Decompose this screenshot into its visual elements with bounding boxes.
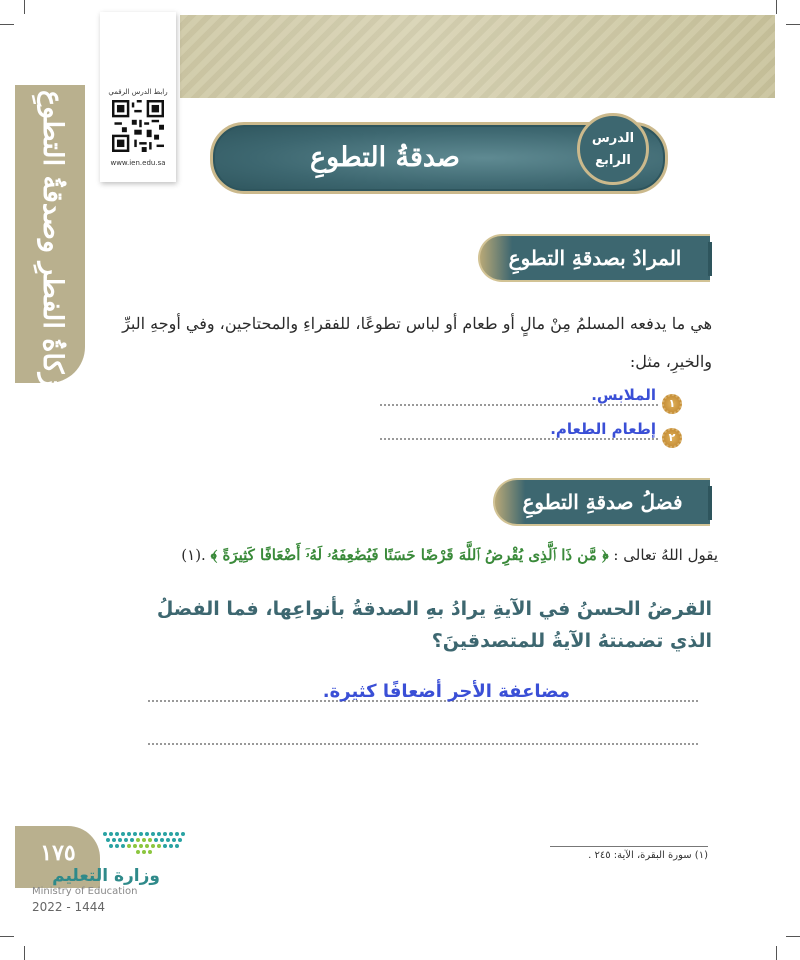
verse-intro: يقول اللهُ تعالى :: [613, 546, 718, 564]
answer-line: [380, 404, 658, 406]
ministry-logo-icon: [95, 826, 195, 866]
crop-mark: [786, 936, 800, 937]
crop-mark: [776, 0, 777, 14]
qr-code-icon[interactable]: [112, 100, 164, 152]
crop-mark: [24, 946, 25, 960]
qr-url[interactable]: www.ien.edu.sa: [110, 159, 166, 167]
quran-verse: ﴿ مَّن ذَا ٱلَّذِى يُقْرِضُ ٱللَّهَ قَرْضًا حَسَنًا فَيُضَٰعِفَهُۥ لَهُۥٓ أَضْعَافًا كَثِيرَةً ﴾: [210, 546, 609, 564]
lesson-title: صدقةُ التطوعِ: [310, 142, 460, 173]
verse-reference: .(١): [181, 546, 206, 564]
crop-mark: [786, 24, 800, 25]
footnote-rule: [550, 846, 708, 847]
definition-paragraph: هي ما يدفعه المسلمُ مِنْ مالٍ أو طعام أو لباس تطوعًا، للفقراءِ والمحتاجين، وفي أوجهِ البرِّ والخيرِ، مثل:: [122, 314, 712, 371]
ministry-name-arabic: وزارة التعليم: [52, 866, 160, 886]
answer-text[interactable]: الملابس.: [591, 386, 656, 404]
crop-mark: [0, 936, 14, 937]
footnote: (١) سورة البقرة، الآية: ٢٤٥ .: [588, 850, 708, 861]
lesson-badge-line1: الدرس: [591, 131, 635, 146]
qr-label: رابط الدرس الرقمي: [108, 88, 168, 96]
answer-line: [380, 438, 658, 440]
unit-title: زكاةُ الفطرِ وصدقةُ التطوعِ: [37, 90, 68, 387]
answer-line[interactable]: [148, 743, 698, 745]
crop-mark: [776, 946, 777, 960]
lesson-badge: [577, 113, 649, 185]
qr-card[interactable]: [100, 12, 176, 182]
crop-mark: [24, 0, 25, 14]
verse-line: [130, 540, 718, 570]
lesson-badge-line2: الرابع: [595, 153, 631, 168]
bullet-icon: ١: [662, 394, 682, 414]
header-band: [180, 15, 775, 98]
crop-mark: [0, 24, 14, 25]
ministry-name-english: Ministry of Education: [32, 886, 138, 897]
answer-text[interactable]: إطعام الطعام.: [550, 420, 656, 438]
question-text: القرضُ الحسنُ في الآيةِ يرادُ بهِ الصدقةُ بأنواعِها، فما الفضلُ الذي تضمنتهُ الآيةُ للمتصدقينَ؟: [156, 598, 712, 652]
section-heading-virtue: فضلُ صدقةِ التطوعِ: [493, 478, 710, 526]
section-heading-meaning: المرادُ بصدقةِ التطوعِ: [478, 234, 710, 282]
question-answer-text[interactable]: مضاعفة الأجر أضعافًا كثيرة.: [322, 681, 570, 702]
edition-year: 2022 - 1444: [32, 900, 106, 914]
bullet-icon: ٢: [662, 428, 682, 448]
page-number: ١٧٥: [40, 840, 76, 866]
